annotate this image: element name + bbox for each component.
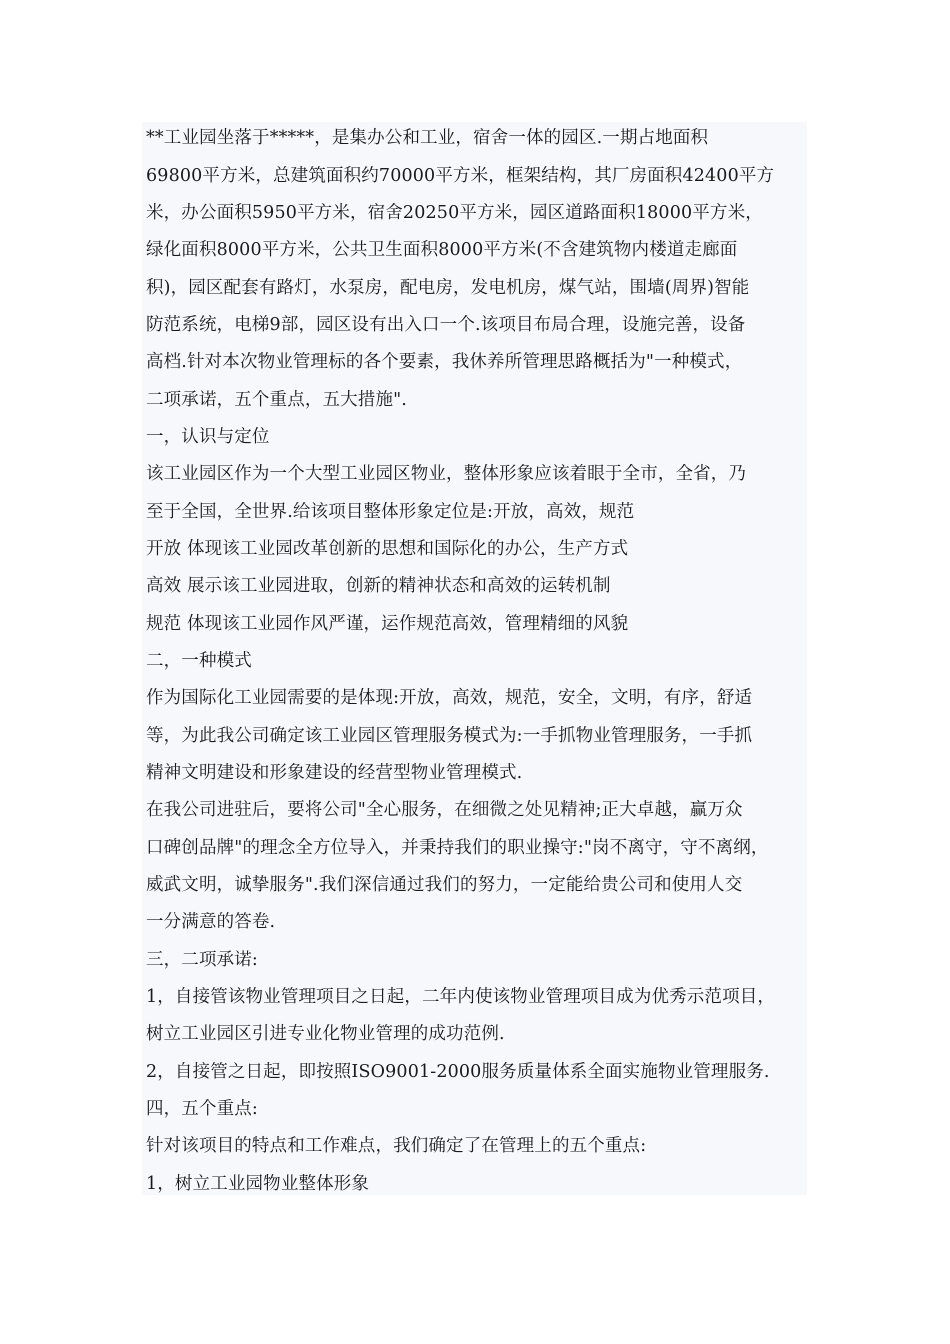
text-line: 规范 体现该工业园作风严谨，运作规范高效，管理精细的风貌	[146, 614, 629, 634]
text-line: 该工业园区作为一个大型工业园区物业，整体形象应该着眼于全市，全省，乃	[146, 464, 747, 484]
text-line: 2，自接管之日起，即按照ISO9001-2000服务质量体系全面实施物业管理服务.	[146, 1062, 770, 1082]
text-line: 米，办公面积5950平方米，宿舍20250平方米，园区道路面积18000平方米，	[146, 203, 763, 223]
text-line: 高档.针对本次物业管理标的各个要素，我休养所管理思路概括为"一种模式，	[146, 352, 743, 372]
text-line: 高效 展示该工业园进取，创新的精神状态和高效的运转机制	[146, 576, 611, 596]
text-line: 防范系统，电梯9部，园区设有出入口一个.该项目布局合理，设施完善，设备	[146, 315, 746, 335]
text-line: 绿化面积8000平方米，公共卫生面积8000平方米(不含建筑物内楼道走廊面	[146, 240, 738, 260]
text-line: 1，自接管该物业管理项目之日起，二年内使该物业管理项目成为优秀示范项目，	[146, 987, 776, 1007]
text-line: 精神文明建设和形象建设的经营型物业管理模式.	[146, 763, 523, 783]
section-heading: 二，一种模式	[146, 651, 252, 671]
text-line: 口碑创品牌"的理念全方位导入，并秉持我们的职业操守:"岗不离守，守不离纲，	[146, 838, 769, 858]
section-heading: 四，五个重点:	[146, 1099, 258, 1119]
text-line: 威武文明，诚挚服务".我们深信通过我们的努力，一定能给贵公司和使用人交	[146, 875, 743, 895]
text-line: 二项承诺，五个重点，五大措施".	[146, 390, 408, 410]
text-line: 针对该项目的特点和工作难点，我们确定了在管理上的五个重点:	[146, 1136, 647, 1156]
text-line: **工业园坐落于*****，是集办公和工业，宿舍一体的园区.一期占地面积	[146, 128, 709, 148]
section-heading: 三，二项承诺:	[146, 950, 258, 970]
text-line: 1，树立工业园物业整体形象	[146, 1174, 370, 1194]
text-line: 树立工业园区引进专业化物业管理的成功范例.	[146, 1024, 505, 1044]
text-line: 积)，园区配套有路灯，水泵房，配电房，发电机房，煤气站，围墙(周界)智能	[146, 278, 750, 298]
text-line: 在我公司进驻后，要将公司"全心服务，在细微之处见精神;正大卓越，赢万众	[146, 800, 743, 820]
text-line: 69800平方米，总建筑面积约70000平方米，框架结构，其厂房面积42400平方	[146, 166, 775, 186]
text-line: 一分满意的答卷.	[146, 912, 276, 932]
text-line: 开放 体现该工业园改革创新的思想和国际化的办公，生产方式	[146, 539, 629, 559]
section-heading: 一，认识与定位	[146, 427, 270, 447]
text-line: 等，为此我公司确定该工业园区管理服务模式为:一手抓物业管理服务，一手抓	[146, 726, 753, 746]
text-line: 作为国际化工业园需要的是体现:开放，高效，规范，安全，文明，有序，舒适	[146, 688, 753, 708]
text-line: 至于全国，全世界.给该项目整体形象定位是:开放，高效，规范	[146, 502, 635, 522]
document-page	[142, 122, 807, 1195]
